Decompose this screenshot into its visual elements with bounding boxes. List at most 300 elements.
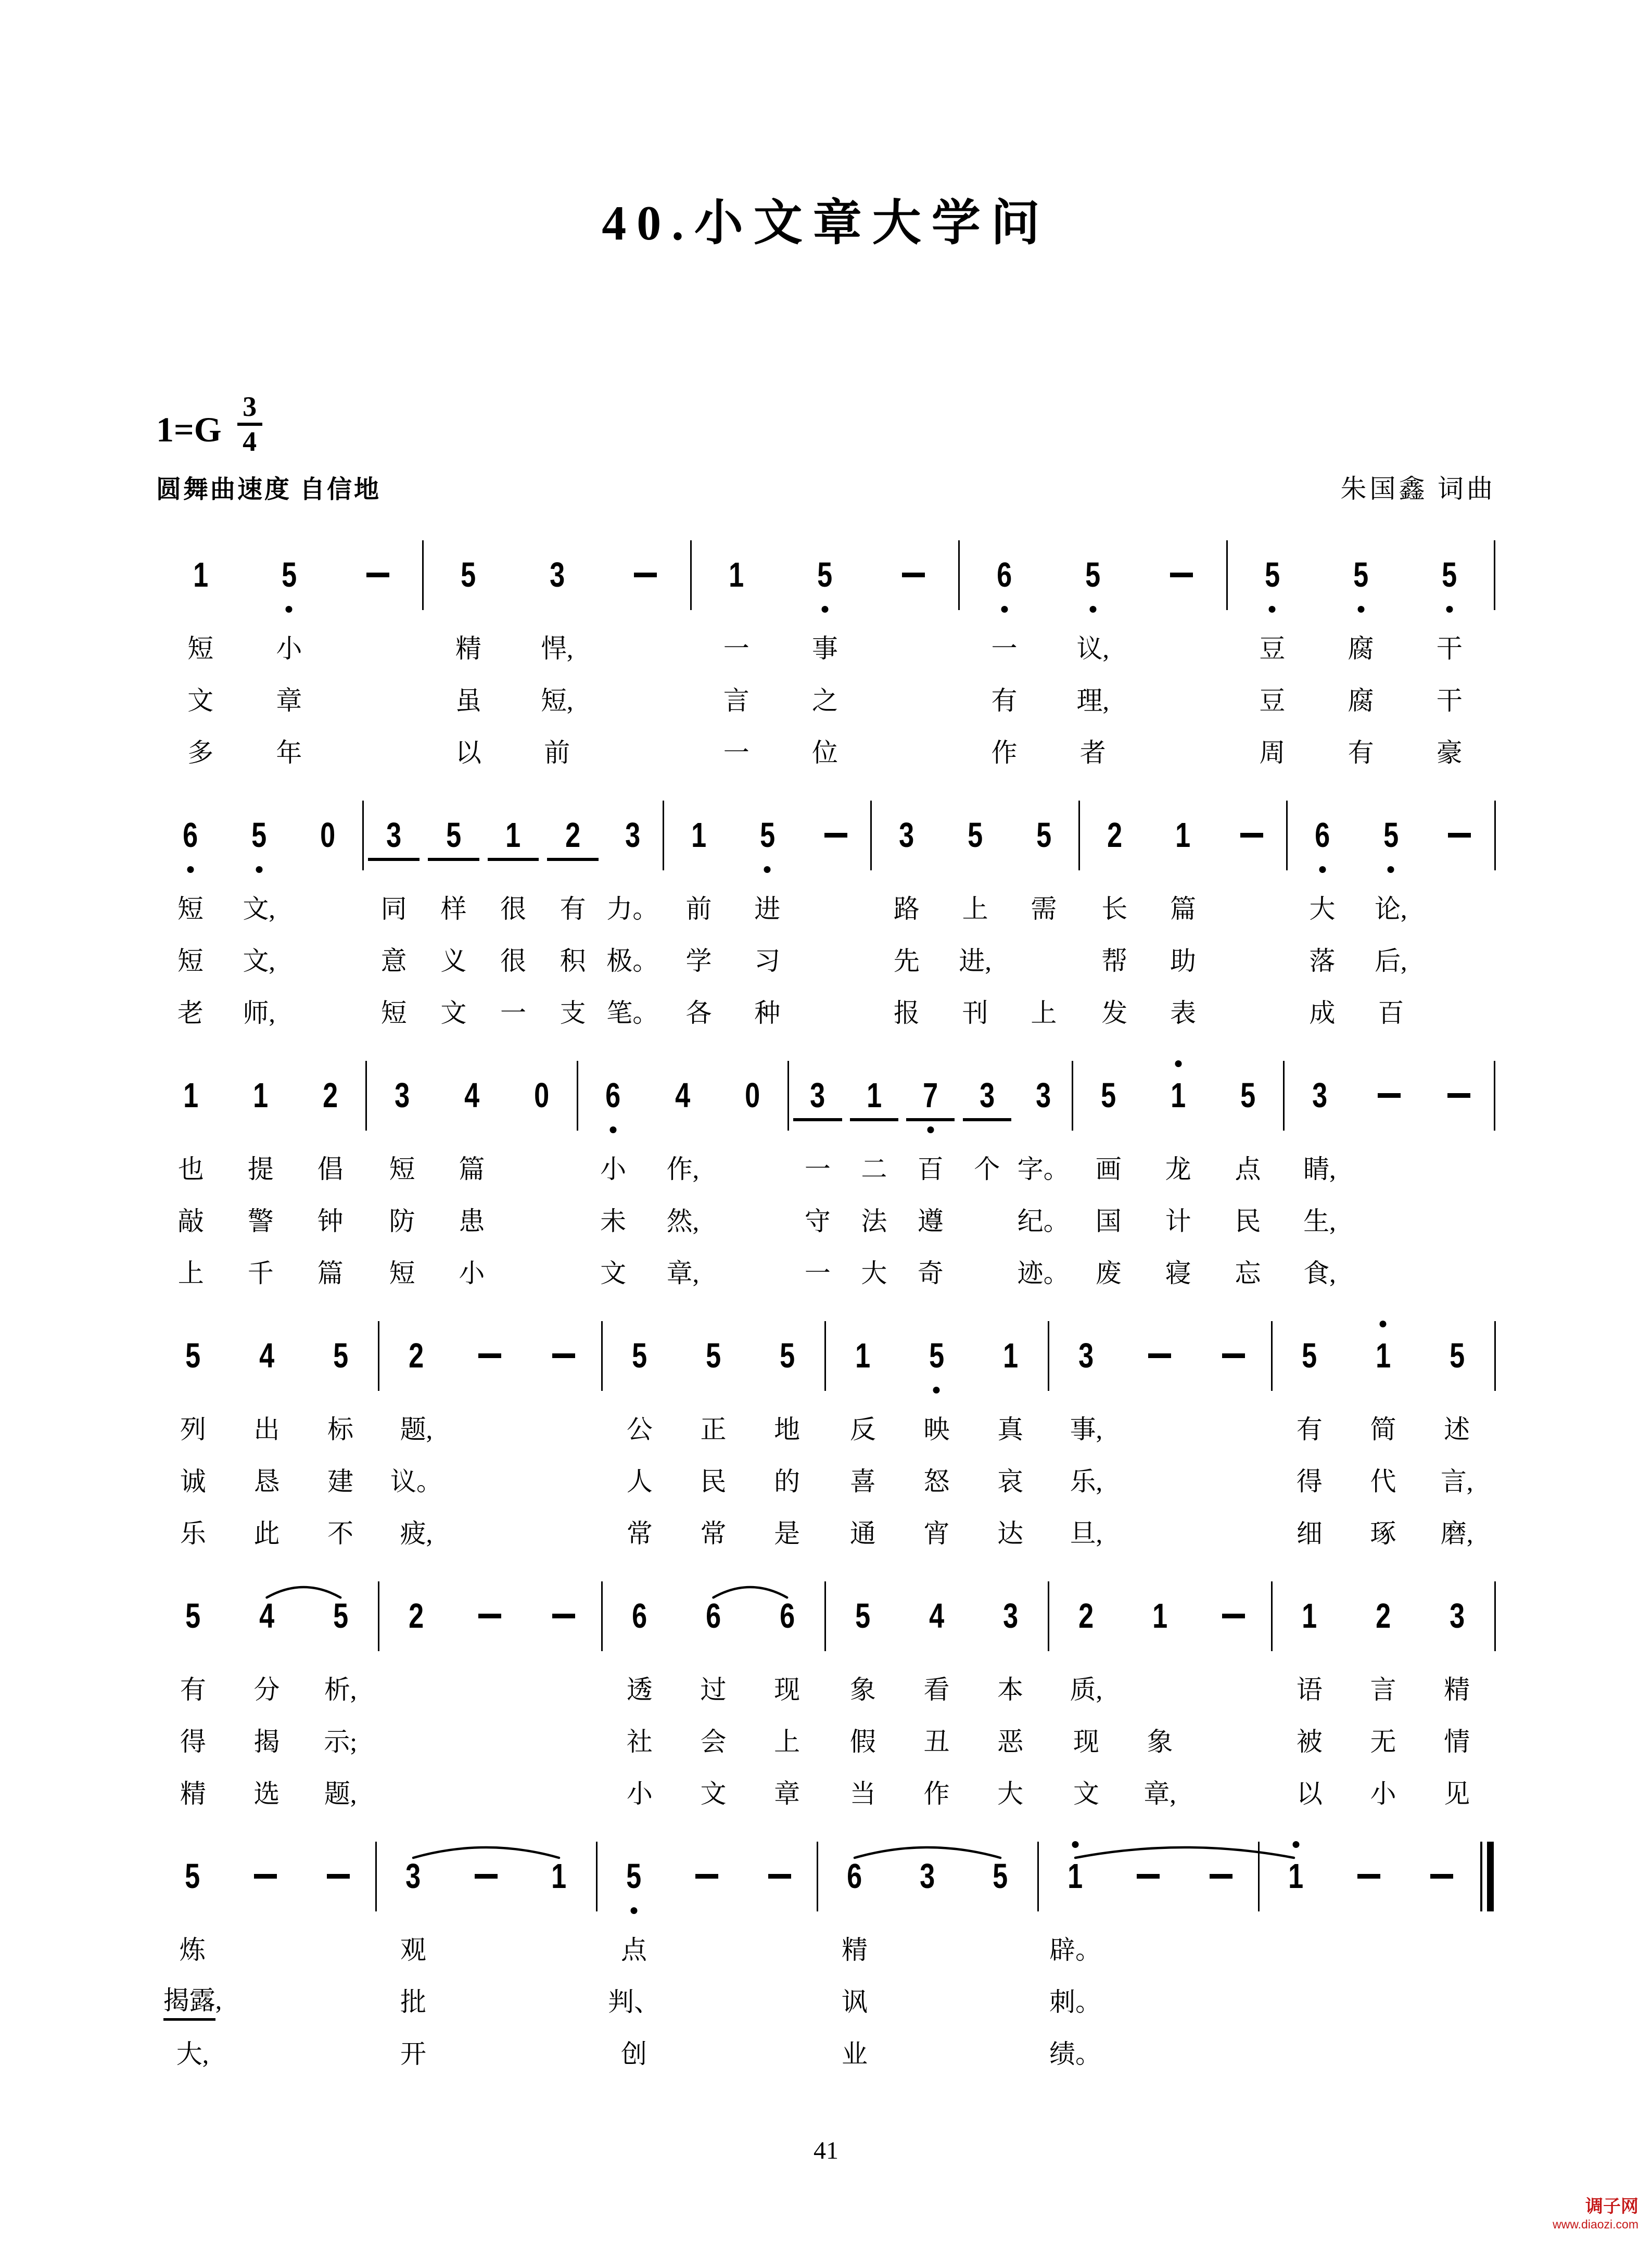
- lyric-syllable: 析,: [324, 1675, 357, 1704]
- note-digit: [900, 1570, 974, 1662]
- lyric-syllable: 点: [621, 1935, 647, 1965]
- lyric-measure-verse-1: [379, 1401, 601, 1453]
- lyric-syllable: 诚: [180, 1467, 206, 1496]
- lyric-syllable: 质,: [1070, 1675, 1103, 1704]
- barline: [1494, 1570, 1496, 1662]
- lyric-measure-verse-1: [692, 620, 958, 673]
- lyric-measure-verse-1: [665, 881, 870, 933]
- lyric-syllable: 一: [500, 998, 526, 1028]
- low-octave-dot: [1446, 606, 1453, 613]
- low-octave-dot: [927, 1126, 934, 1133]
- lyric-syllable: 地: [774, 1415, 800, 1444]
- dash-glyph: [1240, 833, 1263, 838]
- lyric-syllable: 短,: [540, 686, 574, 715]
- lyric-syllable: 章,: [666, 1259, 700, 1288]
- note-digit: [692, 529, 781, 620]
- low-octave-dot: [1269, 606, 1276, 613]
- lyric-syllable: 作,: [666, 1155, 700, 1184]
- dash-glyph: [552, 1353, 575, 1358]
- lyric-measure-verse-1: [1080, 881, 1286, 933]
- digit-glyph: 5: [1302, 1336, 1317, 1375]
- duration-dash: [453, 1570, 527, 1662]
- lyric-syllable: 言: [723, 686, 749, 715]
- dash-glyph: [1148, 1353, 1171, 1358]
- note-digit: [973, 1310, 1047, 1401]
- lyric-syllable: 得: [180, 1727, 206, 1756]
- lyric-syllable: 周: [1259, 738, 1286, 767]
- lyric-measure-verse-3: [379, 1766, 601, 1818]
- lyric-syllable: 题,: [400, 1415, 433, 1444]
- lyric-syllable: 极。: [606, 946, 659, 975]
- lyric-measure-verse-2: [692, 673, 958, 725]
- note-digit: [303, 1310, 377, 1401]
- lyric-measure-verse-1: [603, 1662, 824, 1714]
- lyric-syllable: 个: [974, 1155, 1000, 1184]
- duration-dash: [527, 1310, 601, 1401]
- digit-glyph: 1: [193, 555, 208, 594]
- lyric-measure-verse-2: [156, 1453, 377, 1505]
- digit-glyph: 5: [929, 1336, 945, 1375]
- digit-glyph: 5: [251, 816, 267, 855]
- dash-glyph: [824, 833, 847, 838]
- measure: [818, 1831, 1037, 1922]
- lyric-measure-verse-2: [156, 1974, 375, 2026]
- lyric-syllable: 义: [440, 946, 467, 975]
- score: [156, 529, 1496, 2078]
- lyric-measure-verse-1: [1074, 1141, 1283, 1193]
- lyric-syllable: 大: [861, 1259, 887, 1288]
- lyric-measure-verse-3: [156, 725, 422, 777]
- time-signature-numerator: 3: [243, 390, 257, 422]
- note-digit: [603, 1310, 677, 1401]
- dash-glyph: [768, 1874, 791, 1879]
- lyric-syllable: 迹。: [1017, 1259, 1070, 1288]
- lyric-syllable: 过: [700, 1675, 727, 1704]
- dash-glyph: [254, 1874, 277, 1879]
- note-digit: [1049, 1310, 1123, 1401]
- lyric-measure-verse-3: [1039, 2026, 1257, 2078]
- note-digit: [578, 1050, 648, 1141]
- lyric-syllable: 纪。: [1017, 1207, 1070, 1236]
- note-digit: [733, 790, 802, 881]
- lyric-syllable: 揭: [253, 1727, 280, 1756]
- dash-glyph: [1430, 1874, 1453, 1879]
- time-signature-denominator: 4: [243, 426, 257, 457]
- lyric-syllable: 透: [626, 1675, 653, 1704]
- lyric-syllable: 恳: [253, 1467, 280, 1496]
- lyric-syllable: 旦,: [1070, 1519, 1103, 1548]
- dash-glyph: [475, 1874, 498, 1879]
- lyric-measure-verse-1: [1273, 1662, 1494, 1714]
- measure: [1228, 529, 1494, 620]
- lyric-syllable: 龙: [1165, 1155, 1191, 1184]
- lyric-syllable: 发: [1101, 998, 1128, 1028]
- digit-glyph: 3: [1002, 1596, 1018, 1636]
- lyric-syllable: 文,: [243, 894, 275, 923]
- note-digit: [1143, 1050, 1213, 1141]
- lyric-measure-verse-3: [603, 1505, 824, 1557]
- measure: [1260, 1831, 1478, 1922]
- lyric-measure-verse-2: [960, 673, 1226, 725]
- lyric-syllable: 题,: [324, 1779, 357, 1808]
- lyric-syllable: 同: [380, 894, 407, 923]
- lyric-measure-verse-3: [156, 1245, 365, 1297]
- measure: [1285, 1050, 1494, 1141]
- lyric-syllable: 列: [180, 1415, 206, 1444]
- digit-glyph: 3: [1449, 1596, 1465, 1636]
- lyric-syllable: 敲: [177, 1207, 204, 1236]
- lyric-syllable: 生,: [1303, 1207, 1336, 1236]
- lyric-syllable: 虽: [455, 686, 481, 715]
- lyric-measure-verse-3: [826, 1766, 1047, 1818]
- note-digit: [1260, 1831, 1332, 1922]
- note-digit: [1049, 1570, 1123, 1662]
- lyric-measure-verse-3: [379, 1505, 601, 1557]
- note-digit: [230, 1310, 304, 1401]
- note-digit: [367, 1050, 437, 1141]
- lyric-syllable: 一: [991, 634, 1018, 663]
- lyric-measure-verse-3: [818, 2026, 1037, 2078]
- lyric-syllable: 看: [923, 1675, 950, 1704]
- lyric-syllable: 豆: [1259, 634, 1286, 663]
- lyric-syllable: 短: [389, 1259, 415, 1288]
- lyric-syllable: 篇: [317, 1259, 344, 1288]
- lyric-syllable: 法: [861, 1207, 887, 1236]
- lyric-measure-verse-2: [1049, 1714, 1270, 1766]
- final-barline: [1478, 1831, 1496, 1922]
- digit-glyph: 5: [1085, 555, 1101, 594]
- lyric-syllable: 批: [400, 1987, 426, 2017]
- lyric-measure-verse-2: [826, 1714, 1047, 1766]
- slur-arc: [818, 1837, 1037, 1860]
- lyric-measure-verse-3: [1228, 725, 1494, 777]
- lyric-measure-verse-3: [665, 985, 870, 1037]
- dash-glyph: [478, 1614, 501, 1618]
- measure: [1288, 790, 1494, 881]
- lyric-measure-verse-3: [1260, 2026, 1478, 2078]
- score-system: [156, 1570, 1496, 1818]
- measure: [692, 529, 958, 620]
- lyric-syllable: 绩。: [1049, 2039, 1101, 2069]
- lyric-measure-verse-2: [1080, 933, 1286, 985]
- measure: [156, 1831, 375, 1922]
- duration-dash: [743, 1831, 816, 1922]
- lyric-measure-verse-2: [1039, 1974, 1257, 2026]
- score-system: [156, 529, 1496, 777]
- lyric-syllable: 象: [1147, 1727, 1173, 1756]
- score-system: [156, 1831, 1496, 2078]
- lyric-measure-verse-1: [818, 1922, 1037, 1974]
- lyric-measure-verse-2: [377, 1974, 595, 2026]
- lyric-syllable: 宵: [923, 1519, 950, 1548]
- duration-dash: [1405, 1831, 1478, 1922]
- measure: [1074, 1050, 1283, 1141]
- low-octave-dot: [610, 1126, 617, 1133]
- lyric-measure-verse-1: [826, 1401, 1047, 1453]
- lyric-syllable: 成: [1309, 998, 1336, 1028]
- digit-glyph: 6: [632, 1596, 647, 1636]
- note-digit: [364, 790, 424, 881]
- lyric-syllable: 分: [253, 1675, 280, 1704]
- lyric-measure-verse-2: [379, 1453, 601, 1505]
- measure: [367, 1050, 577, 1141]
- lyric-syllable: 百: [917, 1155, 944, 1184]
- slur-arc: [156, 1577, 377, 1600]
- lyric-syllable: 睛,: [1303, 1155, 1336, 1184]
- note-digit: [379, 1310, 453, 1401]
- note-digit: [513, 529, 601, 620]
- lyric-syllable: 精: [1444, 1675, 1470, 1704]
- note-digit: [1316, 529, 1405, 620]
- lyric-measure-verse-2: [424, 673, 690, 725]
- digit-glyph: 5: [968, 816, 983, 855]
- lyric-syllable: 守: [804, 1207, 831, 1236]
- duration-dash: [1354, 1050, 1424, 1141]
- lyric-syllable: 腐: [1348, 686, 1374, 715]
- lyric-syllable: 文: [700, 1779, 727, 1808]
- measure: [826, 1310, 1047, 1401]
- duration-dash: [229, 1831, 302, 1922]
- lyric-measure-verse-3: [1080, 985, 1286, 1037]
- note-digit: [941, 790, 1010, 881]
- lyric-syllable: 象: [849, 1675, 876, 1704]
- digit-glyph: 1: [1068, 1857, 1083, 1896]
- lyric-measure-verse-2: [156, 1193, 365, 1245]
- lyric-syllable: 也: [177, 1155, 204, 1184]
- note-digit: [648, 1050, 718, 1141]
- note-digit: [1420, 1310, 1494, 1401]
- digit-glyph: 3: [810, 1076, 825, 1115]
- digit-glyph: 5: [333, 1336, 348, 1375]
- lyric-syllable: 议,: [1076, 634, 1110, 663]
- lyric-measure-verse-3: [156, 985, 362, 1037]
- lyric-measure-verse-2: [1228, 673, 1494, 725]
- note-digit: [1213, 1050, 1283, 1141]
- lyric-syllable: 以: [1296, 1779, 1323, 1808]
- note-digit: [156, 529, 245, 620]
- lyric-syllable: 社: [626, 1727, 653, 1756]
- digit-glyph: 1: [1152, 1596, 1168, 1636]
- note-digit: [598, 1831, 670, 1922]
- lyric-syllable: 有: [1348, 738, 1374, 767]
- digit-glyph: 4: [259, 1336, 275, 1375]
- lyric-measure-verse-3: [156, 1505, 377, 1557]
- score-system: [156, 1050, 1496, 1297]
- lyric-measure-verse-1: [603, 1401, 824, 1453]
- dash-glyph: [695, 1874, 718, 1879]
- lyric-syllable: 助: [1170, 946, 1196, 975]
- lyric-syllable: 假: [849, 1727, 876, 1756]
- lyric-measure-verse-2: [872, 933, 1078, 985]
- lyric-measure-verse-3: [1285, 1245, 1494, 1297]
- digit-glyph: 1: [1175, 816, 1191, 855]
- digit-glyph: 1: [855, 1336, 871, 1375]
- lyric-syllable: 被: [1296, 1727, 1323, 1756]
- lyric-syllable: 细: [1296, 1519, 1323, 1548]
- low-octave-dot: [1001, 606, 1008, 613]
- lyric-syllable: 落: [1309, 946, 1336, 975]
- lyric-syllable: 磨,: [1440, 1519, 1473, 1548]
- lyric-measure-verse-1: [578, 1141, 787, 1193]
- digit-glyph: 3: [625, 816, 640, 855]
- barline: [1494, 1050, 1496, 1141]
- digit-glyph: 4: [675, 1076, 691, 1115]
- low-octave-dot: [933, 1387, 940, 1393]
- score-system: [156, 1310, 1496, 1557]
- lyric-measure-verse-2: [364, 933, 662, 985]
- lyric-syllable: 废: [1095, 1259, 1122, 1288]
- lyric-syllable: 短: [389, 1155, 415, 1184]
- digit-glyph: 5: [1449, 1336, 1465, 1375]
- digit-glyph: 3: [549, 555, 565, 594]
- digit-glyph: 0: [745, 1076, 760, 1115]
- digit-glyph: 5: [779, 1336, 795, 1375]
- lyric-syllable: 情: [1444, 1727, 1470, 1756]
- digit-glyph: 2: [1375, 1596, 1391, 1636]
- lyric-syllable: 民: [1235, 1207, 1261, 1236]
- lyric-syllable: 种: [754, 998, 781, 1028]
- lyric-syllable: 炼: [180, 1935, 206, 1965]
- lyric-syllable: 上: [177, 1259, 204, 1288]
- note-digit: [296, 1050, 365, 1141]
- lyric-syllable: 言: [1370, 1675, 1396, 1704]
- time-signature: [237, 392, 262, 456]
- page-title: 40.小文章大学问: [602, 196, 1050, 250]
- lyric-syllable: 积: [560, 946, 586, 975]
- lyric-syllable: 作: [991, 738, 1018, 767]
- digit-glyph: 5: [1264, 555, 1280, 594]
- lyric-syllable: 忘: [1235, 1259, 1261, 1288]
- lyric-syllable: 奇: [917, 1259, 944, 1288]
- lyric-syllable: 是: [774, 1519, 800, 1548]
- lyric-syllable: 建: [327, 1467, 354, 1496]
- measure: [826, 1570, 1047, 1662]
- note-digit: [903, 1050, 959, 1141]
- low-octave-dot: [764, 866, 771, 873]
- lyric-syllable: 语: [1296, 1675, 1323, 1704]
- lyric-measure-verse-3: [826, 1505, 1047, 1557]
- lyric-measure-verse-3: [377, 2026, 595, 2078]
- lyric-syllable: 无: [1370, 1727, 1396, 1756]
- lyric-syllable: 上: [774, 1727, 800, 1756]
- lyric-syllable: 倡: [317, 1155, 344, 1184]
- measure: [1273, 1310, 1494, 1401]
- note-digit: [484, 790, 543, 881]
- note-digit: [677, 1310, 751, 1401]
- digit-glyph: 0: [320, 816, 335, 855]
- note-digit: [1228, 529, 1316, 620]
- digit-glyph: 3: [394, 1076, 410, 1115]
- note-digit: [156, 790, 225, 881]
- key-signature: 1=G: [156, 409, 222, 449]
- lyric-measure-verse-3: [1074, 1245, 1283, 1297]
- lyric-syllable: 有: [180, 1675, 206, 1704]
- note-digit: [156, 1050, 226, 1141]
- note-digit: [1273, 1570, 1346, 1662]
- lyric-syllable: 有: [991, 686, 1018, 715]
- note-digit: [424, 790, 484, 881]
- digit-glyph: 7: [923, 1076, 938, 1115]
- dash-glyph: [1357, 1874, 1380, 1879]
- digit-glyph: 1: [691, 816, 707, 855]
- lyric-measure-verse-2: [598, 1974, 816, 2026]
- digit-glyph: 6: [779, 1596, 795, 1636]
- low-octave-dot: [1089, 606, 1096, 613]
- digit-glyph: 5: [461, 555, 476, 594]
- digit-glyph: 1: [866, 1076, 882, 1115]
- note-digit: [156, 1831, 229, 1922]
- low-octave-dot: [286, 606, 293, 613]
- note-digit: [226, 1050, 296, 1141]
- lyric-syllable: 辟。: [1049, 1935, 1101, 1965]
- lyric-measure-verse-1: [598, 1922, 816, 1974]
- lyric-measure-verse-3: [156, 1766, 377, 1818]
- lyric-syllable: 真: [997, 1415, 1024, 1444]
- lyric-syllable: 有: [560, 894, 586, 923]
- digit-glyph: 1: [551, 1857, 567, 1896]
- measure: [156, 1570, 377, 1662]
- score-system: [156, 790, 1496, 1037]
- digit-glyph: 2: [1107, 816, 1122, 855]
- lyric-syllable: 的: [774, 1467, 800, 1496]
- lyric-syllable: 表: [1170, 998, 1196, 1028]
- note-digit: [1273, 1310, 1346, 1401]
- duration-dash: [453, 1310, 527, 1401]
- lyric-syllable: 一: [723, 738, 749, 767]
- digit-glyph: 0: [533, 1076, 549, 1115]
- lyric-syllable: 现: [1073, 1727, 1099, 1756]
- measure: [665, 790, 870, 881]
- duration-dash: [1197, 1310, 1270, 1401]
- lyric-syllable: 短: [187, 634, 214, 663]
- lyric-syllable: 文: [1073, 1779, 1099, 1808]
- dash-glyph: [1222, 1353, 1245, 1358]
- lyric-syllable: 观: [400, 1935, 426, 1965]
- duration-dash: [527, 1570, 601, 1662]
- lyric-measure-verse-2: [379, 1714, 601, 1766]
- lyric-measure-verse-3: [1049, 1505, 1270, 1557]
- lyric-syllable: 干: [1436, 634, 1463, 663]
- lyric-measure-verse-3: [872, 985, 1078, 1037]
- lyric-syllable: 帮: [1101, 946, 1128, 975]
- duration-dash: [302, 1831, 375, 1922]
- lyric-measure-verse-3: [364, 985, 662, 1037]
- lyric-syllable: 老: [177, 998, 204, 1028]
- slur-arc: [603, 1577, 824, 1600]
- duration-dash: [1425, 790, 1494, 881]
- lyric-syllable: 百: [1378, 998, 1404, 1028]
- digit-glyph: 6: [705, 1596, 721, 1636]
- lyric-syllable: 篇: [1170, 894, 1196, 923]
- measure: [872, 790, 1078, 881]
- lyric-syllable: 样: [440, 894, 467, 923]
- watermark-site-name: 调子网: [1585, 2197, 1638, 2216]
- lyric-measure-verse-2: [1074, 1193, 1283, 1245]
- lyric-syllable: 提: [247, 1155, 274, 1184]
- digit-glyph: 1: [253, 1076, 269, 1115]
- lyric-measure-verse-1: [156, 881, 362, 933]
- digit-glyph: 5: [1240, 1076, 1256, 1115]
- duration-dash: [1197, 1570, 1270, 1662]
- measure: [156, 1050, 365, 1141]
- digit-glyph: 4: [259, 1596, 275, 1636]
- digit-glyph: 5: [333, 1596, 348, 1636]
- digit-glyph: 6: [183, 816, 198, 855]
- lyric-syllable: 师,: [243, 998, 275, 1028]
- note-digit: [960, 529, 1048, 620]
- lyric-syllable: 前: [685, 894, 712, 923]
- digit-glyph: 3: [1312, 1076, 1327, 1115]
